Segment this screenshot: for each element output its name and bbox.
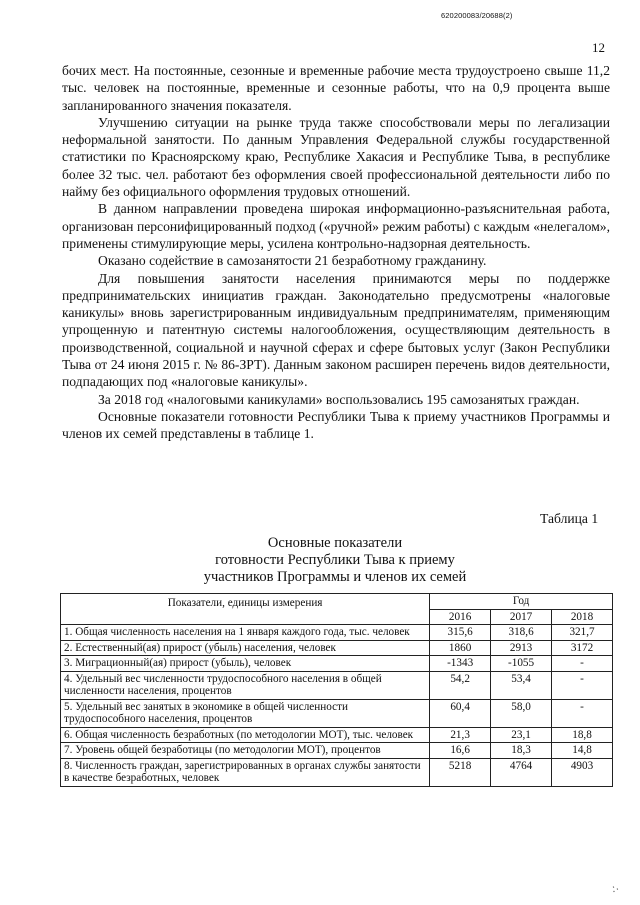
table-row	[61, 656, 613, 672]
paragraph: Основные показатели готовности Республики Тыва к приему участников Программы и членов их семей представлены в таблице 1.	[62, 408, 610, 442]
header-year-2016: 2016	[430, 609, 491, 625]
paragraph-continuation: бочих мест. На постоянные, сезонные и временные рабочие места трудоустроено свыше 11,2 тыс. человек на постоянные, временные и сезонные работы, что на 0,9 процента выше запланированного значения показателя.	[62, 63, 610, 113]
row-label: 7. Уровень общей безработицы (по методологии МОТ), процентов	[61, 743, 430, 759]
table-row	[61, 640, 613, 656]
cell-2018: -	[552, 671, 613, 699]
cell-2016: 54,2	[430, 671, 491, 699]
cell-2016: 1860	[430, 640, 491, 656]
cell-2018: -	[552, 699, 613, 727]
paragraph: За 2018 год «налоговыми каникулами» воспользовались 195 самозанятых граждан.	[98, 391, 580, 407]
cell-2017: 23,1	[491, 727, 552, 743]
table-label: Таблица 1	[540, 511, 599, 526]
cell-2016: 16,6	[430, 743, 491, 759]
row-label: 8. Численность граждан, зарегистрированных в органах службы занятости в качестве безработных, человек	[61, 758, 430, 786]
row-label: 2. Естественный(ая) прирост (убыль) населения, человек	[61, 640, 430, 656]
table-title-line: Основные показатели	[267, 535, 403, 551]
table-title-line: готовности Республики Тыва к приему	[215, 552, 455, 568]
cell-2017: 318,6	[491, 625, 552, 641]
table-row	[61, 625, 613, 641]
page-number: 12	[592, 40, 605, 55]
table-row	[61, 743, 613, 759]
indicators-table	[60, 593, 613, 787]
cell-2018: 14,8	[552, 743, 613, 759]
paragraph: Для повышения занятости населения принимаются меры по поддержке предпринимательских инициатив граждан. Законодательно предусмотрены «налоговые каникулы» вновь зарегистрированным индивидуальным предпринимателям, применяющим упрощенную и патентную системы налогообложения, осуществляющим деятельность в производственной, социальной и научной сферах и сфере бытовых услуг (Закон Республики Тыва от 24 июня 2015 г. № 86-ЗРТ). Данным законом расширен перечень видов деятельности, подпадающих под «налоговые каникулы».	[62, 270, 610, 390]
document-body	[62, 62, 610, 443]
header-year-2017: 2017	[491, 609, 552, 625]
cell-2016: 60,4	[430, 699, 491, 727]
table-title	[180, 535, 490, 586]
cell-2016: 5218	[430, 758, 491, 786]
scan-mark: ∴	[609, 883, 621, 896]
cell-2017: 18,3	[491, 743, 552, 759]
row-label: 1. Общая численность населения на 1 января каждого года, тыс. человек	[61, 625, 430, 641]
cell-2018: 18,8	[552, 727, 613, 743]
cell-2017: 2913	[491, 640, 552, 656]
table-row	[61, 671, 613, 699]
paragraph: Оказано содействие в самозанятости 21 безработному гражданину.	[98, 253, 487, 269]
cell-2017: 4764	[491, 758, 552, 786]
row-label: 4. Удельный вес численности трудоспособного населения в общей численности населения, процентов	[61, 671, 430, 699]
table-row	[61, 727, 613, 743]
row-label: 3. Миграционный(ая) прирост (убыль), человек	[61, 656, 430, 672]
table-header-row	[61, 594, 613, 610]
cell-2018: 321,7	[552, 625, 613, 641]
header-year: Год	[430, 594, 613, 610]
header-year-2018: 2018	[552, 609, 613, 625]
cell-2017: -1055	[491, 656, 552, 672]
cell-2016: -1343	[430, 656, 491, 672]
cell-2018: -	[552, 656, 613, 672]
row-label: 5. Удельный вес занятых в экономике в общей численности трудоспособного населения, процентов	[61, 699, 430, 727]
table-row	[61, 699, 613, 727]
cell-2016: 315,6	[430, 625, 491, 641]
paragraph: Улучшению ситуации на рынке труда также способствовали меры по легализации неформальной занятости. По данным Управления Федеральной службы государственной статистики по Красноярскому краю, Республике Хакасия и Республике Тыва, в республике более 32 тыс. чел. работают без оформления своей профессиональной деятельности либо по найму без официального оформления трудовых отношений.	[62, 114, 610, 200]
paragraph: В данном направлении проведена широкая информационно-разъяснительная работа, организован персонифицированный подход («ручной» режим работы) с каждым «нелегалом», применены стимулирующие меры, усилена контрольно-надзорная деятельность.	[62, 201, 610, 251]
header-indicator: Показатели, единицы измерения	[61, 594, 430, 625]
cell-2017: 53,4	[491, 671, 552, 699]
cell-2018: 4903	[552, 758, 613, 786]
cell-2016: 21,3	[430, 727, 491, 743]
table-title-line: участников Программы и членов их семей	[203, 569, 467, 585]
cell-2017: 58,0	[491, 699, 552, 727]
row-label: 6. Общая численность безработных (по методологии МОТ), тыс. человек	[61, 727, 430, 743]
table-row	[61, 758, 613, 786]
cell-2018: 3172	[552, 640, 613, 656]
document-id: 620200083/20688(2)	[441, 11, 513, 20]
